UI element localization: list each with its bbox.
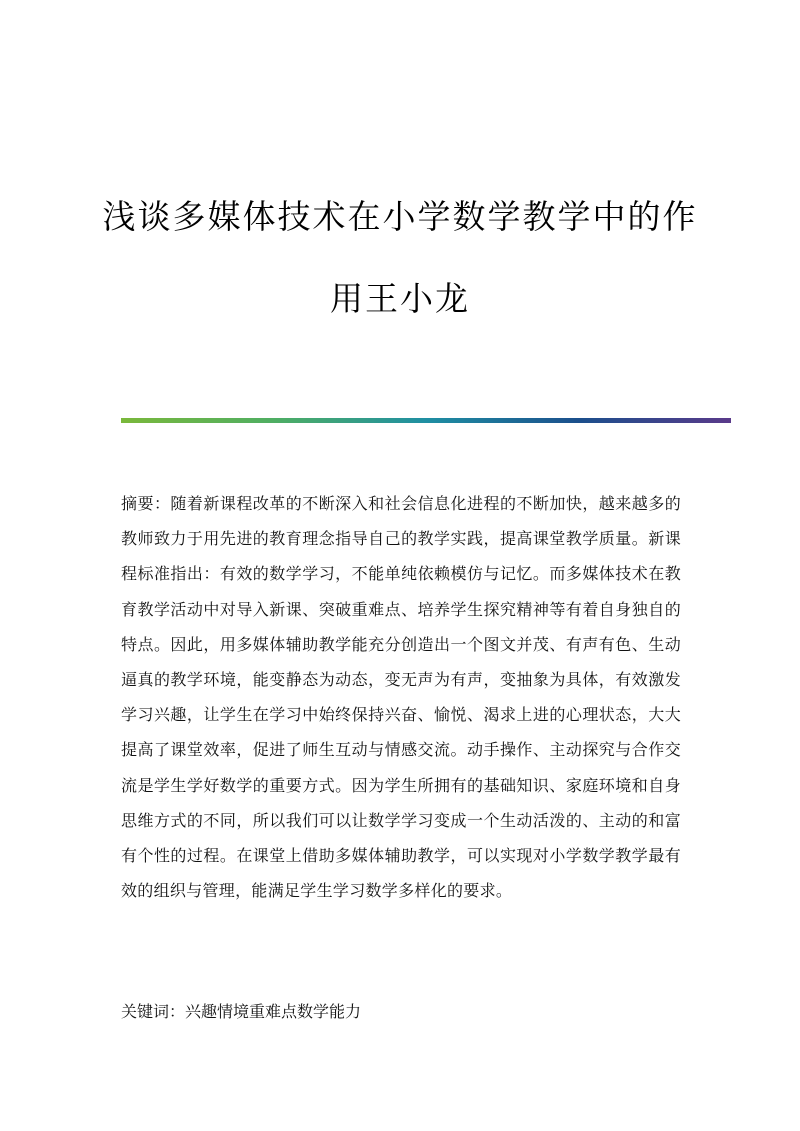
decorative-gradient-rule: [121, 418, 731, 423]
document-title-line-2: 用王小龙: [330, 279, 470, 318]
abstract-line: 效的组织与管理，能满足学生学习数学多样化的要求。: [121, 881, 513, 901]
abstract-line: 有个性的过程。在课堂上借助多媒体辅助教学，可以实现对小学数学教学最有: [121, 845, 681, 865]
abstract-line: 逼真的教学环境，能变静态为动态，变无声为有声，变抽象为具体，有效激发: [121, 669, 681, 689]
abstract-line: 学习兴趣，让学生在学习中始终保持兴奋、愉悦、渴求上进的心理状态，大大: [121, 705, 681, 725]
abstract-line: 提高了课堂效率，促进了师生互动与情感交流。动手操作、主动探究与合作交: [121, 740, 681, 760]
abstract-line: 教师致力于用先进的教育理念指导自己的教学实践，提高课堂教学质量。新课: [121, 529, 681, 549]
keywords-line: 关键词：兴趣情境重难点数学能力: [121, 1002, 362, 1021]
abstract-line: 摘要：随着新课程改革的不断深入和社会信息化进程的不断加快，越来越多的: [121, 494, 681, 513]
abstract-line: 育教学活动中对导入新课、突破重难点、培养学生探究精神等有着自身独自的: [121, 599, 681, 619]
abstract-line: 思维方式的不同，所以我们可以让数学学习变成一个生动活泼的、主动的和富: [121, 810, 681, 830]
document-title-line-1: 浅谈多媒体技术在小学数学教学中的作: [102, 197, 698, 236]
abstract-line: 特点。因此，用多媒体辅助教学能充分创造出一个图文并茂、有声有色、生动: [121, 634, 681, 654]
abstract-line: 流是学生学好数学的重要方式。因为学生所拥有的基础知识、家庭环境和自身: [121, 775, 681, 795]
abstract-line: 程标准指出：有效的数学学习，不能单纯依赖模仿与记忆。而多媒体技术在教: [121, 564, 681, 584]
abstract-paragraph: [121, 486, 681, 908]
